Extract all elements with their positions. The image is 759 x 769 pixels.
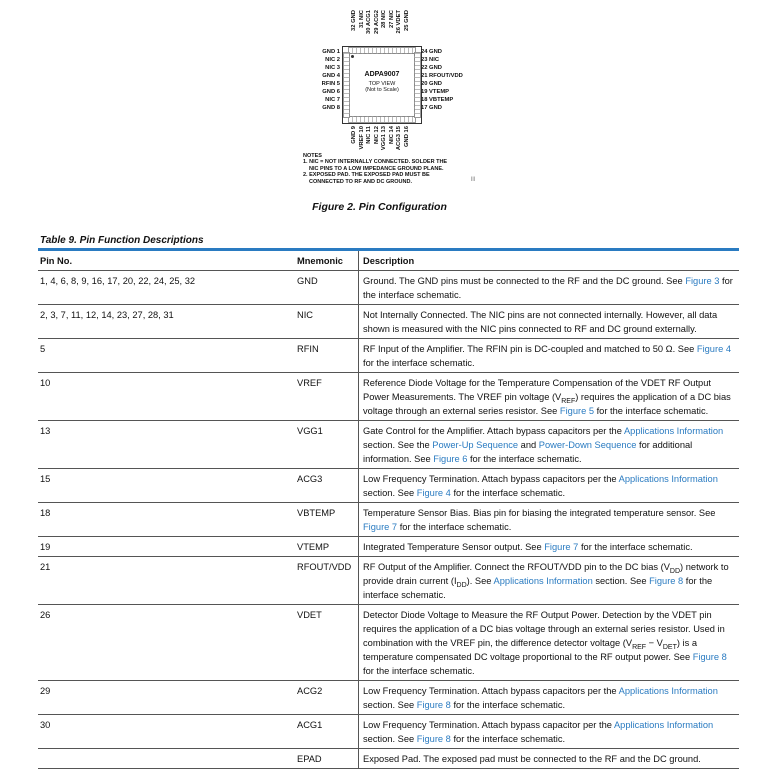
table-row [38,557,739,605]
description-text: section. See [363,700,417,710]
cross-reference-link[interactable]: Applications Information [613,720,714,730]
description-text: for the interface schematic. [450,700,566,710]
left-pin-label: GND 4 [322,73,340,79]
right-pin-label: 18 VBTEMP [421,97,454,103]
left-pin-label: GND 6 [322,89,340,95]
description-text: ). See [466,576,494,586]
right-pin-label: 22 GND [421,65,442,71]
diagram-notes [303,153,493,185]
mnemonic-cell: ACG3 [297,474,323,484]
subscript-text: REF [632,643,647,651]
description-cell [358,503,739,536]
description-cell [358,749,739,768]
top-pin-label: 32 GND [351,10,357,31]
bottom-pin-label: GND 9 [351,126,357,144]
description-text: section. See [363,734,417,744]
cross-reference-link[interactable]: Figure 8 [416,700,451,710]
description-text: Low Frequency Termination. Attach bypass capacitors per the [363,474,619,484]
description-text: Temperature Sensor Bias. Bias pin for biasing the integrated temperature sensor. See [363,508,716,518]
pin-number-cell: 26 [40,610,51,620]
top-pin-label: 25 GND [403,10,410,31]
header-pin-no: Pin No. [40,255,73,266]
mnemonic-cell: EPAD [297,754,322,764]
table-row [38,469,739,503]
description-text: Integrated Temperature Sensor output. See [363,542,545,552]
top-pin-label: 26 VDET [396,10,402,34]
cross-reference-link[interactable]: Figure 4 [416,488,451,498]
header-mnemonic: Mnemonic [297,255,343,266]
pin-number-cell: 13 [40,426,51,436]
bottom-pin-label: GND 16 [403,126,410,147]
description-text: Not Internally Connected. The NIC pins are not connected internally. However, all data shown is measured with the NIC pins connected to RF and DC ground externally. [363,310,718,334]
cross-reference-link[interactable]: Figure 7 [363,522,398,532]
description-cell [358,681,739,714]
right-pin-label: 24 GND [421,49,442,55]
cross-reference-link[interactable]: Figure 3 [685,276,720,286]
left-pin-label: NIC 2 [325,57,340,63]
cross-reference-link[interactable]: Power-Up Sequence [432,440,519,450]
pin-number-cell: 19 [40,542,51,552]
description-cell [358,305,739,338]
description-text: Reference Diode Voltage for the Temperature Compensation of the VDET RF Output Power Measurements. The VREF pin voltage (V [363,378,711,402]
mnemonic-cell: RFIN [297,344,319,354]
left-pin-labels [300,50,340,114]
description-cell [358,421,739,468]
cross-reference-link[interactable]: Figure 6 [433,454,468,464]
right-pin-label: 20 GND [421,81,442,87]
pin1-indicator-icon [351,55,354,58]
description-text: Low Frequency Termination. Attach bypass capacitors per the [363,686,619,696]
description-text: for the interface schematic. [363,276,733,300]
top-pin-label: 31 NIC [358,10,365,29]
mnemonic-cell: VTEMP [297,542,330,552]
description-text: for the interface schematic. [363,358,475,368]
cross-reference-link[interactable]: Applications Information [618,474,718,484]
pin-function-table [38,248,739,769]
chip-package [342,46,422,124]
mnemonic-cell: ACG2 [297,686,323,696]
description-cell [358,537,739,556]
table-header-row [38,248,739,271]
chip-subtitle [343,81,421,93]
description-text: RF Output of the Amplifier. Connect the RFOUT/VDD pin to the DC bias (V [363,562,670,572]
description-text: for the interface schematic. [363,666,475,676]
cross-reference-link[interactable]: Figure 5 [559,406,595,416]
table-body [38,271,739,769]
description-text: for the interface schematic. [363,576,713,600]
chip-name: ADPA9007 [364,71,400,78]
right-pin-label: 17 GND [421,105,442,111]
pin-number-cell: 2, 3, 7, 11, 12, 14, 23, 27, 28, 31 [40,310,174,320]
subscript-text: DD [456,581,467,589]
description-cell [358,715,739,748]
description-text: for the interface schematic. [578,542,693,552]
header-description: Description [358,251,739,270]
table-row [38,373,739,421]
description-text: for the interface schematic. [467,454,582,464]
description-text: and [518,440,539,450]
pin-number-cell: 1, 4, 6, 8, 9, 16, 17, 20, 22, 24, 25, 32 [40,276,196,286]
left-pin-label: RFIN 5 [321,81,340,87]
description-text: − V [646,638,663,648]
notes-heading: NOTES [303,153,322,159]
description-cell [358,557,739,604]
cross-reference-link[interactable]: Applications Information [623,426,724,436]
pin-number-cell: 10 [40,378,51,388]
description-cell [358,373,739,420]
description-text: for additional information. See [363,440,693,464]
bottom-pin-label: VGG1 13 [381,126,387,151]
mnemonic-cell: VREF [297,378,322,388]
pin-number-cell: 29 [40,686,51,696]
figure-caption: Figure 2. Pin Configuration [312,201,447,213]
bottom-pin-label: ACG3 15 [396,126,402,151]
table-row [38,503,739,537]
pin-number-cell: 18 [40,508,51,518]
description-text: for the interface schematic. [397,522,512,532]
cross-reference-link[interactable]: Applications Information [618,686,718,696]
bottom-pin-label: VREF 10 [358,126,365,150]
chip-subtitle-line: (Not to Scale) [365,87,399,93]
top-pin-labels [352,10,412,48]
description-text: for the interface schematic. [594,406,709,416]
drawing-id-mark: lll [471,177,475,183]
bottom-pin-label: NIC 14 [388,126,395,145]
pin-number-cell: 21 [40,562,51,572]
cross-reference-link[interactable]: Figure 8 [692,652,727,662]
note-line: CONNECTED TO RF AND DC GROUND. [309,178,412,185]
left-pin-label: NIC 3 [325,65,340,71]
pin-number-cell: 30 [40,720,51,730]
description-cell [358,469,739,502]
table-title: Table 9. Pin Function Descriptions [40,235,204,246]
subscript-text: DET [662,643,677,651]
note-line: 1. NIC = NOT INTERNALLY CONNECTED. SOLDER THE [303,159,448,166]
left-pin-label: GND 8 [322,105,340,111]
subscript-text: DD [669,567,681,575]
right-pin-label: 19 VTEMP [421,89,450,95]
mnemonic-cell: ACG1 [297,720,323,730]
bottom-pin-label: NIC 11 [366,126,372,144]
chip-subtitle-line: TOP VIEW [368,81,396,87]
mnemonic-cell: NIC [297,310,314,320]
cross-reference-link[interactable]: Figure 8 [649,576,684,586]
cross-reference-link[interactable]: Figure 8 [416,734,451,744]
table-row [38,339,739,373]
note-line: 2. EXPOSED PAD. THE EXPOSED PAD MUST BE [303,172,430,179]
top-pin-label: 30 ACG1 [366,10,372,34]
cross-reference-link[interactable]: Applications Information [493,576,593,586]
table-row [38,271,739,305]
description-text: for the interface schematic. [450,734,566,744]
description-text: section. See the [363,440,433,450]
description-text: section. See [592,576,650,586]
right-pin-label: 23 NIC [421,57,440,63]
pin-number-cell: 5 [40,344,46,354]
cross-reference-link[interactable]: Figure 7 [544,542,579,552]
subscript-text: REF [561,397,576,405]
description-cell [358,271,739,304]
description-cell [358,605,739,680]
description-text: section. See [363,488,417,498]
description-cell [358,339,739,372]
top-pin-label: 29 ACG2 [373,10,380,34]
description-text: for the interface schematic. [450,488,566,498]
description-text: Ground. The GND pins must be connected to the RF and the DC ground. See [363,276,686,286]
mnemonic-cell: RFOUT/VDD [297,562,352,572]
description-text: RF Input of the Amplifier. The RFIN pin is DC-coupled and matched to 50 Ω. See [363,344,697,354]
description-text: ) is a temperature compensated DC voltage proportional to the RF output power. See [363,638,698,662]
description-text: ) network to provide drain current (I [363,562,729,586]
bottom-pin-label: NIC 12 [373,126,380,145]
cross-reference-link[interactable]: Power-Down Sequence [538,440,637,450]
left-pin-label: GND 1 [322,49,340,55]
description-text: Detector Diode Voltage to Measure the RF Output Power. Detection by the VDET pin requires the application of a DC bias voltage through an external series resistor. Used in combination with the VREF pin, the difference detector voltage (V [363,610,725,648]
description-text: Gate Control for the Amplifier. Attach bypass capacitors per the [363,426,624,436]
description-text: Exposed Pad. The exposed pad must be connected to the RF and the DC ground. [363,754,701,764]
left-pin-label: NIC 7 [325,97,340,103]
mnemonic-cell: GND [297,276,318,286]
mnemonic-cell: VGG1 [297,426,323,436]
right-pin-labels [421,50,481,114]
top-pin-label: 27 NIC [388,10,395,29]
table-row [38,421,739,469]
table-row [38,605,739,681]
right-pin-label: 21 RFOUT/VDD [421,73,463,79]
description-text: Low Frequency Termination. Attach bypass capacitor per the [363,720,614,730]
cross-reference-link[interactable]: Figure 4 [696,344,731,354]
note-line: NIC PINS TO A LOW IMPEDANCE GROUND PLANE. [309,165,444,172]
bottom-pad-row [348,116,416,123]
pin-number-cell [38,749,297,768]
mnemonic-cell: VBTEMP [297,508,336,518]
mnemonic-cell: VDET [297,610,322,620]
table-row [38,305,739,339]
table-row [38,715,739,749]
top-pin-label: 28 NIC [381,10,387,29]
table-row [38,749,739,769]
table-row [38,537,739,557]
table-row [38,681,739,715]
description-text: ) requires the application of a DC bias voltage through an external series resistor. See [363,392,731,416]
pin-number-cell: 15 [40,474,51,484]
